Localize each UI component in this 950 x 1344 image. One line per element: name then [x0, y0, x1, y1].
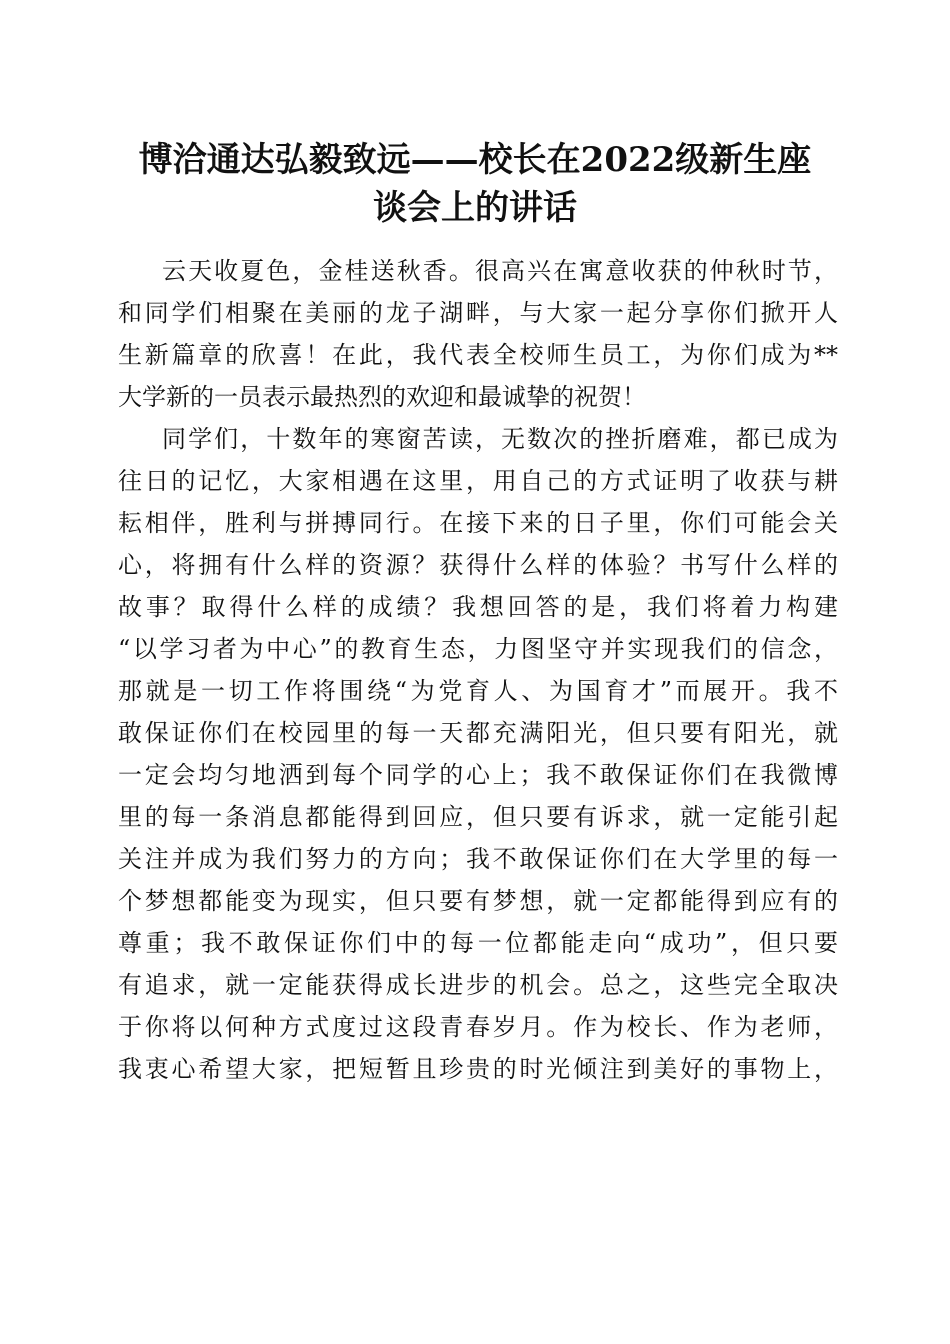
paragraph-line: 里的每一条消息都能得到回应，但只要有诉求，就一定能引起 — [118, 803, 838, 831]
paragraph-line: 生新篇章的欣喜！在此，我代表全校师生员工，为你们成为** — [118, 341, 838, 369]
paragraph-line: 故事？取得什么样的成绩？我想回答的是，我们将着力构建 — [118, 593, 838, 621]
paragraph-line: 大学新的一员表示最热烈的欢迎和最诚挚的祝贺！ — [118, 383, 646, 411]
paragraph-line: 耘相伴，胜利与拼搏同行。在接下来的日子里，你们可能会关 — [118, 509, 838, 537]
paragraph-line: 关注并成为我们努力的方向；我不敢保证你们在大学里的每一 — [118, 845, 838, 873]
paragraph-line: 和同学们相聚在美丽的龙子湖畔，与大家一起分享你们掀开人 — [118, 299, 838, 327]
paragraph-line: 于你将以何种方式度过这段青春岁月。作为校长、作为老师， — [118, 1013, 838, 1041]
paragraph-line: 同学们，十数年的寒窗苦读，无数次的挫折磨难，都已成为 — [162, 425, 838, 453]
paragraph-line: 有追求，就一定能获得成长进步的机会。总之，这些完全取决 — [118, 971, 838, 999]
paragraph-line: 那就是一切工作将围绕“为党育人、为国育才”而展开。我不 — [118, 677, 838, 705]
paragraph-line: “以学习者为中心”的教育生态，力图坚守并实现我们的信念， — [118, 635, 838, 663]
paragraph-1 — [118, 250, 838, 418]
paragraph-line: 心，将拥有什么样的资源？获得什么样的体验？书写什么样的 — [118, 551, 838, 579]
title-line-1: 博洽通达弘毅致远——校长在2022级新生座 — [138, 140, 812, 180]
paragraph-line: 云天收夏色，金桂送秋香。很高兴在寓意收获的仲秋时节， — [162, 257, 838, 285]
title-line-2: 谈会上的讲话 — [373, 188, 577, 228]
paragraph-line: 我衷心希望大家，把短暂且珍贵的时光倾注到美好的事物上， — [118, 1055, 838, 1083]
document-body — [118, 250, 838, 1090]
paragraph-line: 敢保证你们在校园里的每一天都充满阳光，但只要有阳光，就 — [118, 719, 838, 747]
paragraph-line: 一定会均匀地洒到每个同学的心上；我不敢保证你们在我微博 — [118, 761, 838, 789]
paragraph-2 — [118, 418, 838, 1090]
paragraph-line: 尊重；我不敢保证你们中的每一位都能走向“成功”，但只要 — [118, 929, 838, 957]
paragraph-line: 个梦想都能变为现实，但只要有梦想，就一定都能得到应有的 — [118, 887, 838, 915]
paragraph-line: 往日的记忆，大家相遇在这里，用自己的方式证明了收获与耕 — [118, 467, 838, 495]
document-title — [110, 136, 840, 232]
